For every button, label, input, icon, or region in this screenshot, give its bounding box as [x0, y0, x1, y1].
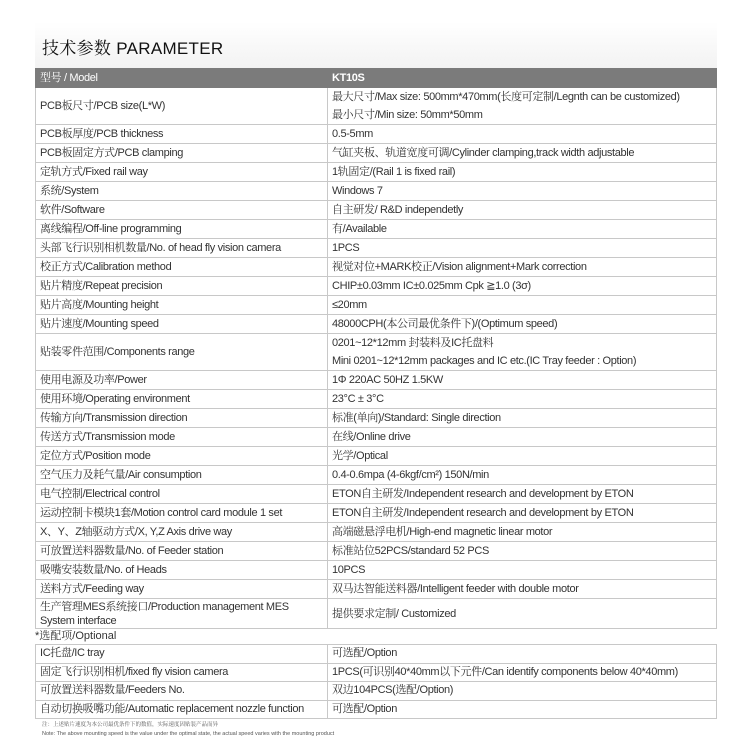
optional-row — [36, 645, 717, 664]
param-name: 定轨方式/Fixed rail way — [36, 163, 328, 182]
page-title: 技术参数 PARAMETER — [42, 39, 224, 58]
table-row — [36, 277, 717, 296]
param-value — [328, 390, 717, 409]
table-row — [36, 428, 717, 447]
param-name: 系统/System — [36, 182, 328, 201]
header-model-value: KT10S — [328, 69, 717, 88]
optional-row — [36, 682, 717, 701]
param-value — [328, 163, 717, 182]
option-value: 可选配/Option — [328, 700, 717, 719]
param-value-line: 0201~12*12mm 封装料及IC托盘料 — [332, 337, 494, 349]
param-value-line: 视觉对位+MARK校正/Vision alignment+Mark correction — [332, 261, 587, 273]
param-value-line: 0.4-0.6mpa (4-6kgf/cm²) 150N/min — [332, 469, 489, 481]
table-row — [36, 523, 717, 542]
table-row — [36, 258, 717, 277]
table-row — [36, 390, 717, 409]
param-name: 吸嘴安装数量/No. of Heads — [36, 561, 328, 580]
param-value — [328, 125, 717, 144]
param-value — [328, 523, 717, 542]
param-value-line: Windows 7 — [332, 185, 383, 197]
param-value-line: ETON自主研发/Independent research and development by ETON — [332, 488, 634, 500]
param-name: 定位方式/Position mode — [36, 447, 328, 466]
param-name: 头部飞行识别相机数量/No. of head fly vision camera — [36, 239, 328, 258]
param-value — [328, 447, 717, 466]
param-value — [328, 599, 717, 629]
table-row — [36, 125, 717, 144]
table-row — [36, 163, 717, 182]
param-value — [328, 277, 717, 296]
param-value — [328, 561, 717, 580]
table-row — [36, 201, 717, 220]
param-value — [328, 315, 717, 334]
param-value-line: Mini 0201~12*12mm packages and IC etc.(IC Tray feeder : Option) — [332, 355, 637, 367]
param-value — [328, 334, 717, 371]
param-value-line: ETON自主研发/Independent research and development by ETON — [332, 507, 634, 519]
param-value-line: 1Φ 220AC 50HZ 1.5KW — [332, 374, 443, 386]
header-model-label: 型号 / Model — [36, 69, 328, 88]
option-name: 可放置送料器数量/Feeders No. — [36, 682, 328, 701]
option-name: 固定飞行识别相机/fixed fly vision camera — [36, 663, 328, 682]
option-name: IC托盘/IC tray — [36, 645, 328, 664]
param-value — [328, 258, 717, 277]
param-value-line: ≤20mm — [332, 299, 367, 311]
content — [35, 68, 717, 739]
param-name: 使用电源及功率/Power — [36, 371, 328, 390]
table-row — [36, 220, 717, 239]
table-row — [36, 466, 717, 485]
option-value: 可选配/Option — [328, 645, 717, 664]
param-value-line: 气缸夹板、轨道宽度可调/Cylinder clamping,track width adjustable — [332, 147, 635, 159]
note-en: Note: The above mounting speed is the value under the optimal state, the actual speed varies with the mounting product — [42, 731, 335, 738]
param-value — [328, 220, 717, 239]
option-value: 双边104PCS(选配/Option) — [328, 682, 717, 701]
param-name: 贴片精度/Repeat precision — [36, 277, 328, 296]
param-value-line: 在线/Online drive — [332, 431, 411, 443]
param-value-line: 1轨固定/(Rail 1 is fixed rail) — [332, 166, 456, 178]
option-value: 1PCS(可识别40*40mm以下元件/Can identify components below 40*40mm) — [328, 663, 717, 682]
optional-label: *选配项/Optional — [35, 630, 117, 642]
param-value-line: 有/Available — [332, 223, 387, 235]
param-name: 电气控制/Electrical control — [36, 485, 328, 504]
note-cn: 注：上述贴片速度为本公司最优条件下的数值，实际速度因贴装产品而异 — [42, 722, 219, 729]
param-name: 贴装零件范围/Components range — [36, 334, 328, 371]
param-value-line: 高端磁悬浮电机/High-end magnetic linear motor — [332, 526, 553, 538]
param-name: 使用环境/Operating environment — [36, 390, 328, 409]
param-value — [328, 182, 717, 201]
param-value — [328, 371, 717, 390]
param-value-line: 最大尺寸/Max size: 500mm*470mm(长度可定制/Legnth can be customized) — [332, 91, 680, 103]
table-row — [36, 296, 717, 315]
table-row — [36, 504, 717, 523]
param-name: 可放置送料器数量/No. of Feeder station — [36, 542, 328, 561]
param-value-line: 标准站位52PCS/standard 52 PCS — [332, 545, 489, 557]
table-row — [36, 315, 717, 334]
param-name: 软件/Software — [36, 201, 328, 220]
table-row — [36, 561, 717, 580]
table-row — [36, 144, 717, 163]
param-value — [328, 504, 717, 523]
param-name: X、Y、Z轴驱动方式/X, Y,Z Axis drive way — [36, 523, 328, 542]
table-row — [36, 599, 717, 629]
param-value-line: 10PCS — [332, 564, 366, 576]
param-value — [328, 485, 717, 504]
param-value — [328, 144, 717, 163]
table-row — [36, 334, 717, 371]
param-name: 传送方式/Transmission mode — [36, 428, 328, 447]
table-row — [36, 409, 717, 428]
param-value-line: 48000CPH(本公司最优条件下)/(Optimum speed) — [332, 318, 558, 330]
table-row — [36, 447, 717, 466]
param-name: PCB板厚度/PCB thickness — [36, 125, 328, 144]
param-name: PCB板尺寸/PCB size(L*W) — [36, 88, 328, 125]
optional-table — [35, 644, 717, 719]
param-value — [328, 409, 717, 428]
param-value — [328, 542, 717, 561]
param-value — [328, 201, 717, 220]
param-value — [328, 580, 717, 599]
notes — [35, 721, 717, 739]
option-name: 自动切换吸嘴功能/Automatic replacement nozzle function — [36, 700, 328, 719]
param-value-line: 23°C ± 3°C — [332, 393, 384, 405]
optional-row — [36, 700, 717, 719]
param-value-line: 最小尺寸/Min size: 50mm*50mm — [332, 109, 483, 121]
param-name: 生产管理MES系统接口/Production management MES System interface — [36, 599, 328, 629]
param-value-line: 自主研发/ R&D independetly — [332, 204, 464, 216]
param-name: 贴片高度/Mounting height — [36, 296, 328, 315]
param-name: 送料方式/Feeding way — [36, 580, 328, 599]
table-header — [36, 69, 717, 88]
table-row — [36, 88, 717, 125]
param-value-line: 提供要求定制/ Customized — [332, 607, 456, 620]
param-name: 贴片速度/Mounting speed — [36, 315, 328, 334]
table-row — [36, 182, 717, 201]
param-name: 传输方向/Transmission direction — [36, 409, 328, 428]
parameter-table — [35, 68, 717, 629]
param-name: PCB板固定方式/PCB clamping — [36, 144, 328, 163]
param-value-line: 光学/Optical — [332, 450, 388, 462]
param-value-line: 标准(单向)/Standard: Single direction — [332, 412, 501, 424]
table-row — [36, 239, 717, 258]
param-value — [328, 296, 717, 315]
table-row — [36, 580, 717, 599]
param-value-line: CHIP±0.03mm IC±0.025mm Cpk ≧1.0 (3σ) — [332, 280, 531, 292]
param-value-line: 双马达智能送料器/Intelligent feeder with double motor — [332, 583, 579, 595]
param-value-line: 1PCS — [332, 242, 360, 254]
param-name: 校正方式/Calibration method — [36, 258, 328, 277]
param-name: 空气压力及耗气量/Air consumption — [36, 466, 328, 485]
param-value-line: 0.5-5mm — [332, 128, 373, 140]
table-row — [36, 485, 717, 504]
param-name: 离线编程/Off-line programming — [36, 220, 328, 239]
table-row — [36, 542, 717, 561]
optional-row — [36, 663, 717, 682]
param-value — [328, 466, 717, 485]
param-name: 运动控制卡模块1套/Motion control card module 1 set — [36, 504, 328, 523]
param-value — [328, 88, 717, 125]
table-row — [36, 371, 717, 390]
param-value — [328, 239, 717, 258]
param-value — [328, 428, 717, 447]
